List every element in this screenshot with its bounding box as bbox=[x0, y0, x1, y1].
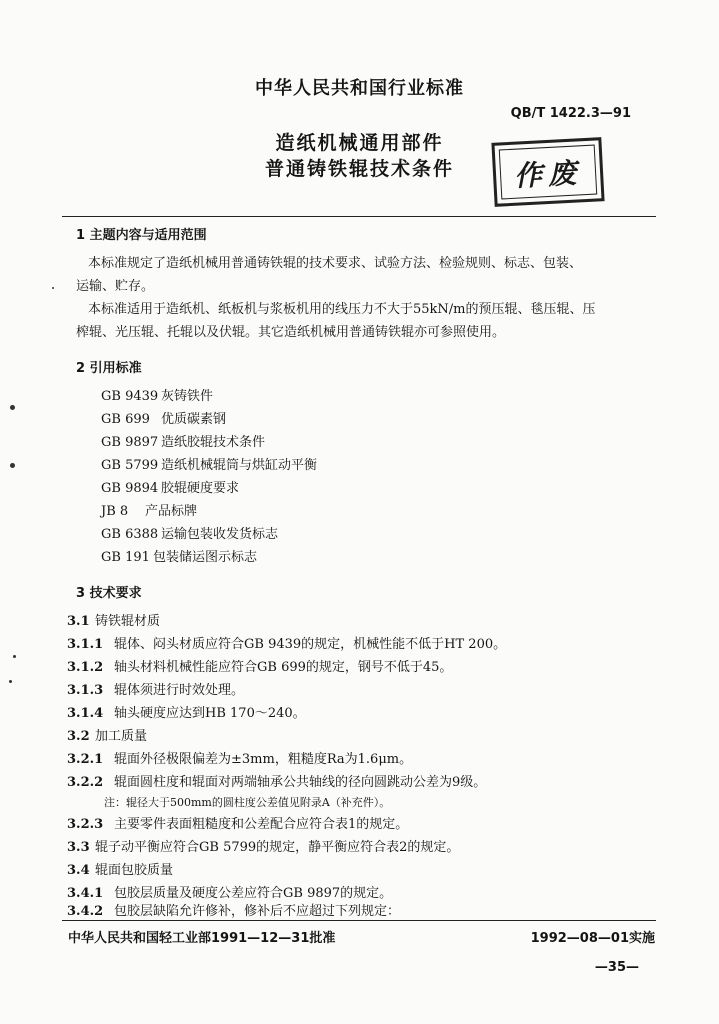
reference-item bbox=[101, 385, 213, 404]
clause-3-1-2 bbox=[67, 656, 452, 675]
reference-code: GB 6388 bbox=[101, 527, 159, 542]
clause-text: 辊面包胶质量 bbox=[95, 863, 174, 878]
clause-text: 轴头硬度应达到HB 170～240。 bbox=[114, 706, 306, 721]
reference-name: 造纸胶辊技术条件 bbox=[161, 435, 266, 450]
stamp-text: 作废 bbox=[513, 156, 583, 193]
clause-number: 3.2.2 bbox=[67, 775, 104, 790]
clause-number: 3.4.1 bbox=[67, 886, 104, 901]
section-1-para1-line1: 本标准规定了造纸机械用普通铸铁辊的技术要求、试验方法、检验规则、标志、包装、 bbox=[88, 256, 583, 271]
scan-speck bbox=[10, 405, 15, 410]
clause-number: 3.2 bbox=[67, 729, 90, 744]
standard-category-title: 中华人民共和国行业标准 bbox=[255, 78, 464, 99]
clause-text: 辊子动平衡应符合GB 5799的规定，静平衡应符合表2的规定。 bbox=[95, 840, 460, 855]
reference-code: GB 5799 bbox=[101, 458, 159, 473]
reference-code: GB 699 bbox=[101, 412, 150, 427]
reference-name: 包装储运图示标志 bbox=[153, 550, 258, 565]
clause-text: 辊体、闷头材质应符合GB 9439的规定，机械性能不低于HT 200。 bbox=[114, 637, 507, 652]
scan-speck bbox=[13, 655, 16, 658]
scan-speck bbox=[52, 287, 54, 289]
reference-code: GB 191 bbox=[101, 550, 150, 565]
section-2-heading: 2 引用标准 bbox=[76, 361, 142, 376]
reference-name: 运输包装收发货标志 bbox=[161, 527, 279, 542]
clause-number: 3.1.1 bbox=[67, 637, 104, 652]
approval-info: 中华人民共和国轻工业部1991—12—31批准 bbox=[68, 931, 336, 946]
clause-text: 包胶层质量及硬度公差应符合GB 9897的规定。 bbox=[114, 886, 393, 901]
footer-divider bbox=[62, 920, 656, 921]
clause-text: 辊面圆柱度和辊面对两端轴承公共轴线的径向圆跳动公差为9级。 bbox=[114, 775, 487, 790]
clause-3-4-1 bbox=[67, 882, 392, 901]
clause-text: 辊面外径极限偏差为±3mm，粗糙度Ra为1.6μm。 bbox=[114, 752, 413, 767]
clause-text: 包胶层缺陷允许修补，修补后不应超过下列规定： bbox=[114, 904, 401, 919]
clause-3-2 bbox=[67, 725, 147, 744]
reference-item bbox=[101, 523, 278, 542]
reference-name: 灰铸铁件 bbox=[161, 389, 214, 404]
section-3-heading: 3 技术要求 bbox=[76, 586, 142, 601]
clause-number: 3.1.3 bbox=[67, 683, 104, 698]
clause-3-4-2 bbox=[67, 900, 400, 919]
clause-number: 3.1.2 bbox=[67, 660, 104, 675]
clause-3-2-2 bbox=[67, 771, 486, 790]
page-number: —35— bbox=[594, 960, 639, 975]
document-title-line1: 造纸机械通用部件 bbox=[275, 132, 444, 154]
section-1-para2-line2: 榨辊、光压辊、托辊以及伏辊。其它造纸机械用普通铸铁辊亦可参照使用。 bbox=[76, 325, 506, 340]
reference-name: 造纸机械辊筒与烘缸动平衡 bbox=[161, 458, 318, 473]
clause-3-3 bbox=[67, 836, 459, 855]
reference-item bbox=[101, 500, 197, 519]
section-1-para2-line1: 本标准适用于造纸机、纸板机与浆板机用的线压力不大于55kN/m的预压辊、毯压辊、压 bbox=[88, 302, 596, 317]
clause-number: 3.4 bbox=[67, 863, 90, 878]
scan-speck bbox=[9, 680, 12, 683]
reference-code: GB 9894 bbox=[101, 481, 159, 496]
reference-item bbox=[101, 454, 317, 473]
reference-item bbox=[101, 408, 226, 427]
clause-3-2-1 bbox=[67, 748, 412, 767]
reference-item bbox=[101, 477, 239, 496]
clause-3-2-3 bbox=[67, 813, 408, 832]
header-divider bbox=[62, 216, 656, 217]
clause-3-1 bbox=[67, 610, 160, 629]
clause-text: 加工质量 bbox=[95, 729, 148, 744]
reference-name: 产品标牌 bbox=[145, 504, 198, 519]
reference-code: GB 9439 bbox=[101, 389, 159, 404]
clause-text: 轴头材料机械性能应符合GB 699的规定，钢号不低于45。 bbox=[114, 660, 453, 675]
clause-number: 3.4.2 bbox=[67, 904, 104, 919]
clause-number: 3.2.1 bbox=[67, 752, 104, 767]
clause-3-4 bbox=[67, 859, 173, 878]
reference-item bbox=[101, 431, 265, 450]
section-1-para1-line2: 运输、贮存。 bbox=[76, 279, 155, 294]
clause-number: 3.2.3 bbox=[67, 817, 104, 832]
document-title-line2: 普通铸铁辊技术条件 bbox=[264, 158, 454, 180]
reference-code: GB 9897 bbox=[101, 435, 159, 450]
reference-item bbox=[101, 546, 257, 565]
implementation-date: 1992—08—01实施 bbox=[530, 931, 655, 946]
reference-name: 优质碳素钢 bbox=[161, 412, 227, 427]
scan-speck bbox=[10, 463, 15, 468]
clause-3-1-1 bbox=[67, 633, 506, 652]
clause-3-1-3 bbox=[67, 679, 244, 698]
clause-text: 铸铁辊材质 bbox=[95, 614, 161, 629]
clause-text: 辊体须进行时效处理。 bbox=[114, 683, 245, 698]
section-1-heading: 1 主题内容与适用范围 bbox=[76, 228, 207, 243]
reference-name: 胶辊硬度要求 bbox=[161, 481, 240, 496]
standard-code: QB/T 1422.3—91 bbox=[510, 106, 631, 121]
clause-3-1-4 bbox=[67, 702, 306, 721]
clause-note: 注：辊径大于500mm的圆柱度公差值见附录A（补充件）。 bbox=[104, 796, 391, 809]
obsolete-stamp bbox=[491, 137, 604, 207]
clause-number: 3.1.4 bbox=[67, 706, 104, 721]
clause-number: 3.1 bbox=[67, 614, 90, 629]
reference-code: JB 8 bbox=[101, 504, 129, 519]
clause-text: 主要零件表面粗糙度和公差配合应符合表1的规定。 bbox=[114, 817, 409, 832]
clause-number: 3.3 bbox=[67, 840, 90, 855]
